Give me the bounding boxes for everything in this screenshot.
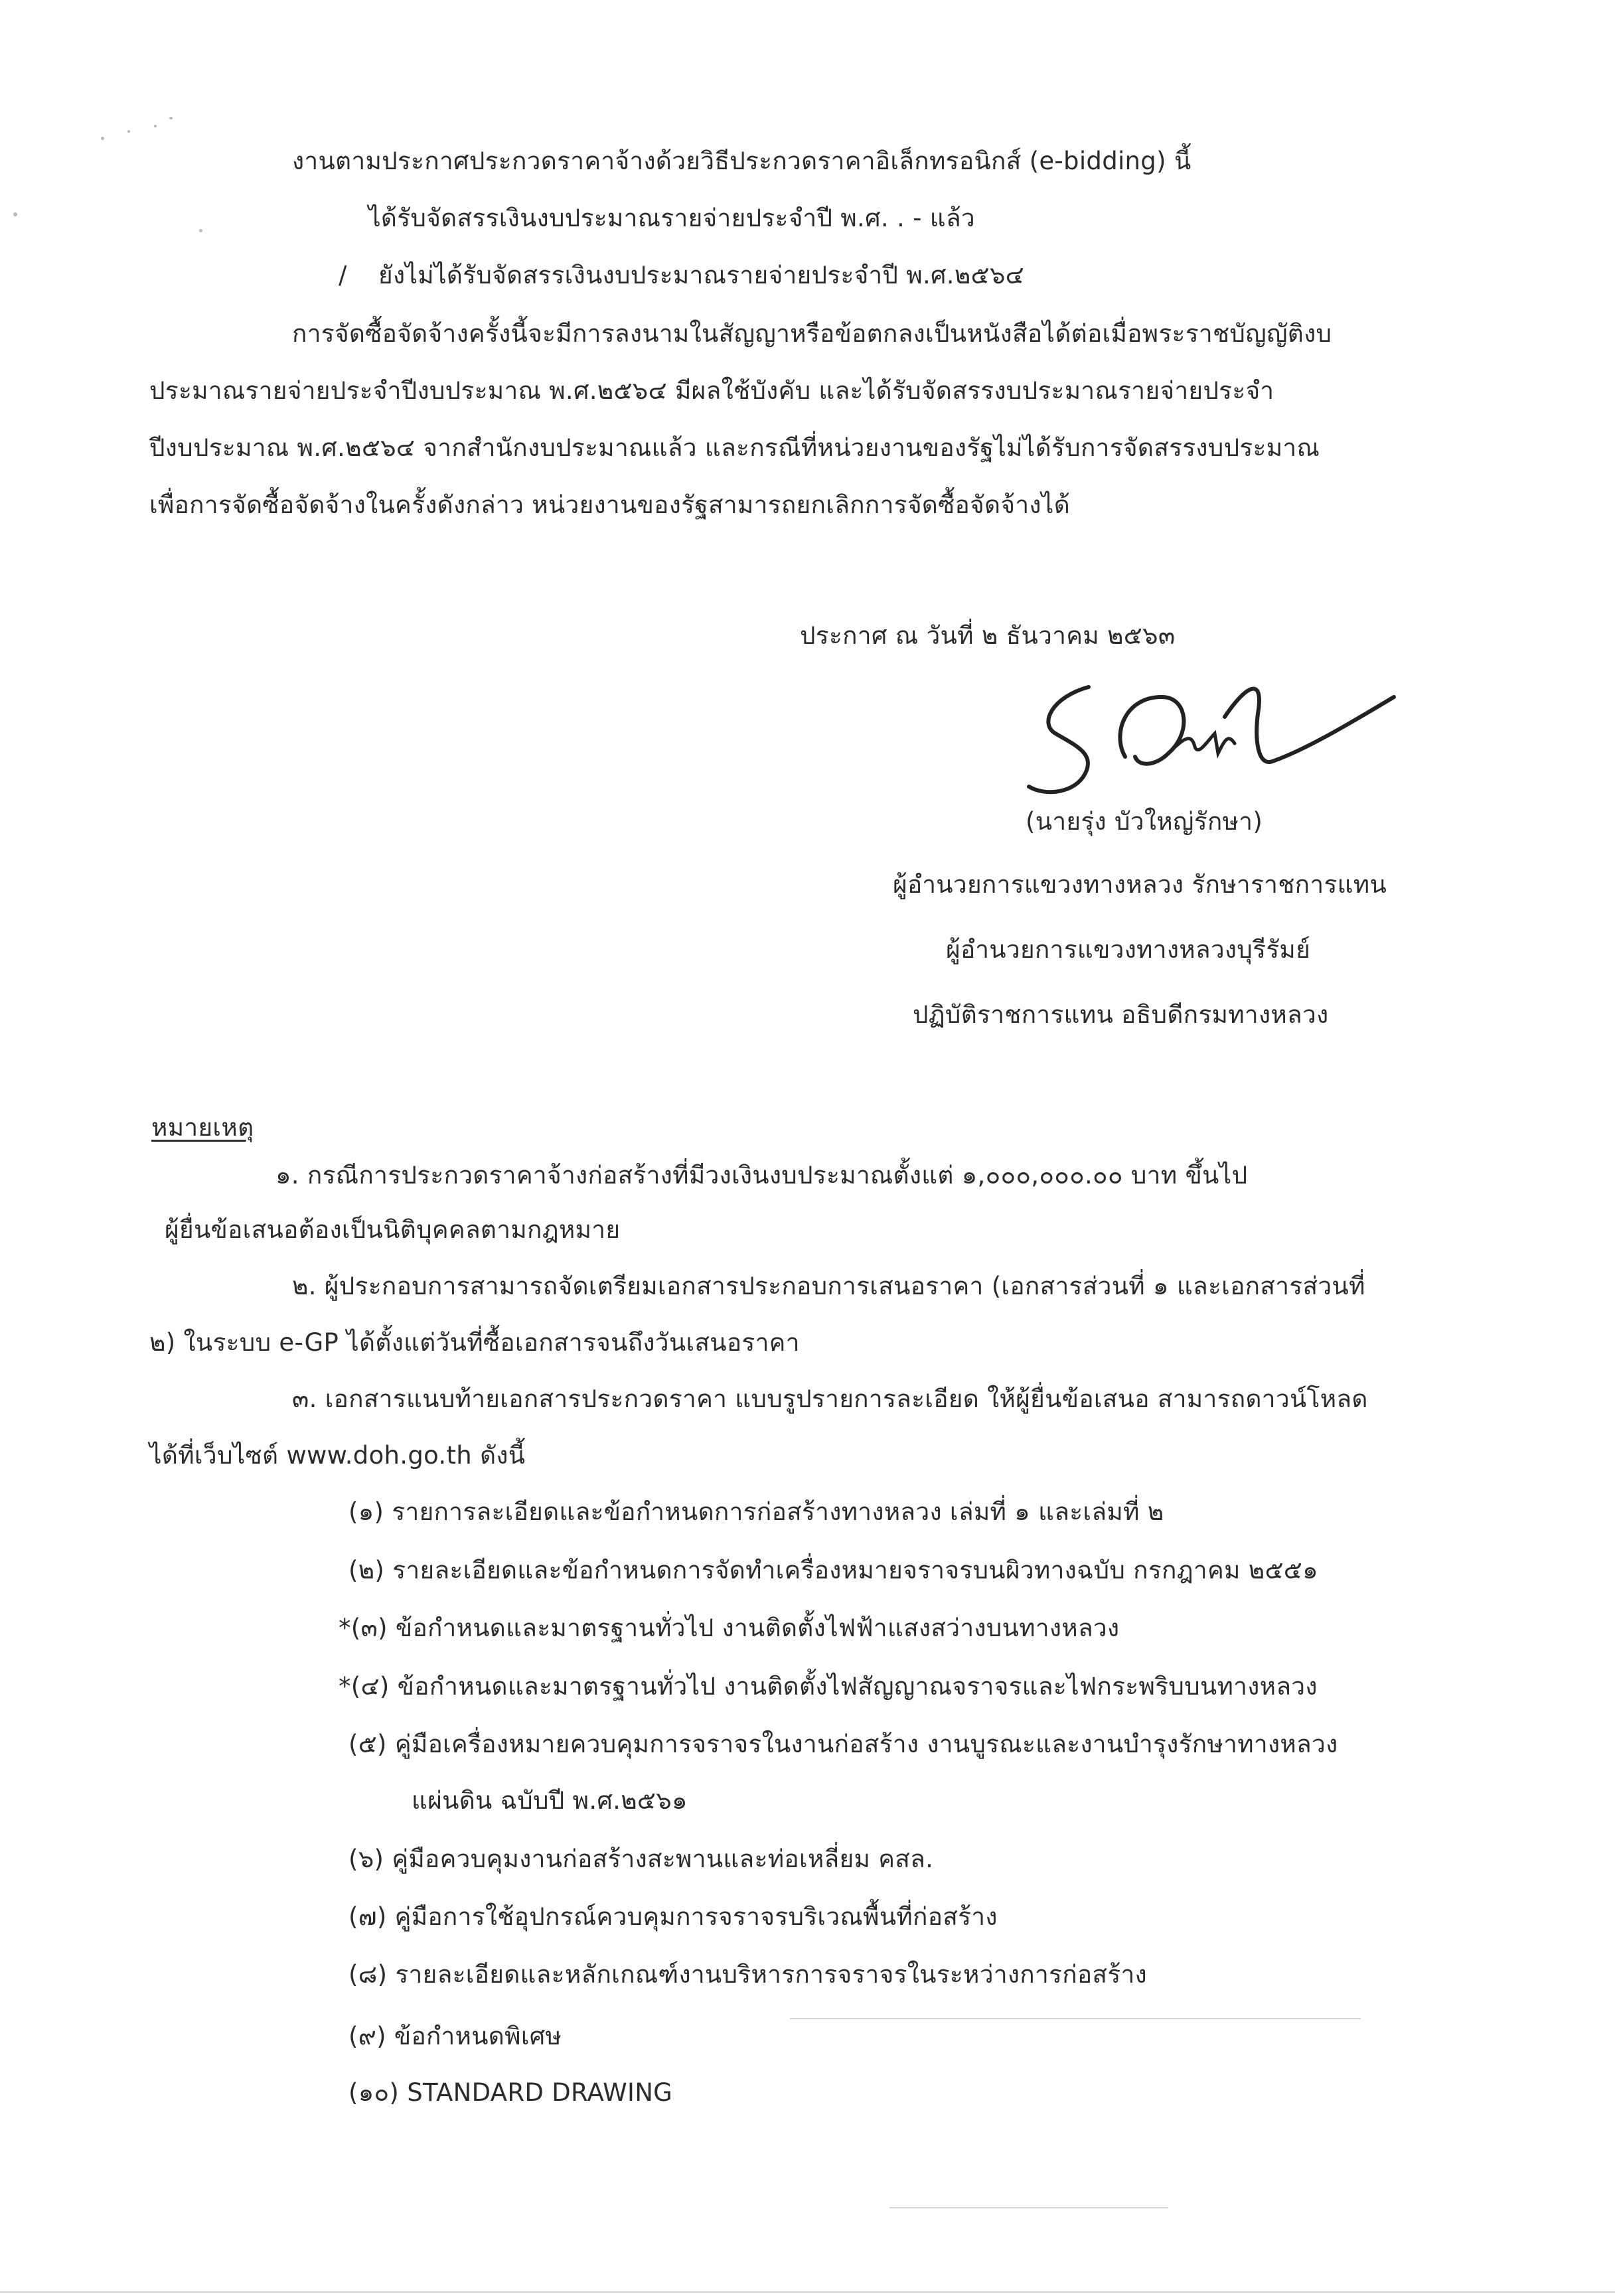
scan-speck <box>169 117 173 119</box>
attachment-item: (๒) รายละเอียดและข้อกำหนดการจัดทำเครื่องหมายจราจรบนผิวทางฉบับ กรกฎาคม ๒๕๕๑ <box>348 1556 1318 1584</box>
attachment-item: *(๔) ข้อกำหนดและมาตรฐานทั่วไป งานติดตั้งไฟสัญญาณจราจรและไฟกระพริบบนทางหลวง <box>339 1672 1318 1701</box>
attachment-item-continued: แผ่นดิน ฉบับปี พ.ศ.๒๕๖๑ <box>412 1786 688 1815</box>
attachment-item: (๗) คู่มือการใช้อุปกรณ์ควบคุมการจราจรบริเวณพื้นที่ก่อสร้าง <box>348 1902 998 1931</box>
signature-image <box>1026 660 1397 803</box>
attachment-item: (๑) รายการละเอียดและข้อกำหนดการก่อสร้างทางหลวง เล่มที่ ๑ และเล่มที่ ๒ <box>348 1497 1164 1526</box>
paragraph-line: ปีงบประมาณ พ.ศ.๒๕๖๔ จากสำนักงบประมาณแล้ว และกรณีที่หน่วยงานของรัฐไม่ได้รับการจัดสรรงบประมาณ <box>149 433 1320 462</box>
paragraph-line: เพื่อการจัดซื้อจัดจ้างในครั้งดังกล่าว หน่วยงานของรัฐสามารถยกเลิกการจัดซื้อจัดจ้างได้ <box>149 491 1071 519</box>
scan-speck <box>199 229 202 232</box>
note-line: ๑. กรณีการประกวดราคาจ้างก่อสร้างที่มีวงเงินงบประมาณตั้งแต่ ๑,๐๐๐,๐๐๐.๐๐ บาท ขึ้นไป <box>275 1161 1248 1189</box>
scan-artifact-line <box>889 2207 1168 2208</box>
signatory-position: ปฏิบัติราชการแทน อธิบดีกรมทางหลวง <box>913 1000 1329 1029</box>
checkbox-mark: / <box>339 261 347 289</box>
announcement-date: ประกาศ ณ วันที่ ๒ ธันวาคม ๒๕๖๓ <box>800 621 1176 650</box>
note-line: ได้ที่เว็บไซต์ www.doh.go.th ดังนี้ <box>149 1441 526 1470</box>
attachment-item: (๙) ข้อกำหนดพิเศษ <box>348 2022 562 2050</box>
intro-line: งานตามประกาศประกวดราคาจ้างด้วยวิธีประกวดราคาอิเล็กทรอนิกส์ (e-bidding) นี้ <box>292 147 1192 175</box>
signatory-name: (นายรุ่ง บัวใหญ่รักษา) <box>1026 807 1263 836</box>
scan-speck <box>154 125 157 127</box>
attachment-item: (๑๐) STANDARD DRAWING <box>348 2078 673 2107</box>
note-line: ๒) ในระบบ e-GP ได้ตั้งแต่วันที่ซื้อเอกสารจนถึงวันเสนอราคา <box>149 1328 800 1357</box>
scan-artifact-line <box>790 2018 1361 2019</box>
attachment-item: (๕) คู่มือเครื่องหมายควบคุมการจราจรในงานก่อสร้าง งานบูรณะและงานบำรุงรักษาทางหลวง <box>348 1730 1338 1758</box>
scan-artifact-line <box>0 2291 1615 2293</box>
note-line: ๓. เอกสารแนบท้ายเอกสารประกวดราคา แบบรูปรายการละเอียด ให้ผู้ยื่นข้อเสนอ สามารถดาวน์โหลด <box>292 1385 1368 1413</box>
notes-heading: หมายเหตุ <box>151 1113 254 1142</box>
paragraph-line: การจัดซื้อจัดจ้างครั้งนี้จะมีการลงนามในสัญญาหรือข้อตกลงเป็นหนังสือได้ต่อเมื่อพระราชบัญญัติงบ <box>292 319 1332 348</box>
note-line: ๒. ผู้ประกอบการสามารถจัดเตรียมเอกสารประกอบการเสนอราคา (เอกสารส่วนที่ ๑ และเอกสารส่วนที่ <box>292 1272 1365 1300</box>
signatory-position: ผู้อำนวยการแขวงทางหลวงบุรีรัมย์ <box>946 935 1311 964</box>
scan-speck <box>127 130 130 133</box>
attachment-item: (๘) รายละเอียดและหลักเกณฑ์งานบริหารการจราจรในระหว่างการก่อสร้าง <box>348 1960 1147 1989</box>
scan-speck <box>13 212 17 216</box>
budget-option-not-allocated: ยังไม่ได้รับจัดสรรเงินงบประมาณรายจ่ายประจำปี พ.ศ.๒๕๖๔ <box>378 261 1024 289</box>
budget-option-allocated: ได้รับจัดสรรเงินงบประมาณรายจ่ายประจำปี พ.ศ. . - แล้ว <box>368 204 976 232</box>
attachment-item: (๖) คู่มือควบคุมงานก่อสร้างสะพานและท่อเหลี่ยม คสล. <box>348 1845 934 1873</box>
paragraph-line: ประมาณรายจ่ายประจำปีงบประมาณ พ.ศ.๒๕๖๔ มีผลใช้บังคับ และได้รับจัดสรรงบประมาณรายจ่ายประจำ <box>149 376 1274 405</box>
note-line: ผู้ยื่นข้อเสนอต้องเป็นนิติบุคคลตามกฎหมาย <box>165 1215 621 1244</box>
scan-speck <box>101 137 104 140</box>
attachment-item: *(๓) ข้อกำหนดและมาตรฐานทั่วไป งานติดตั้งไฟฟ้าแสงสว่างบนทางหลวง <box>339 1614 1120 1642</box>
signatory-position: ผู้อำนวยการแขวงทางหลวง รักษาราชการแทน <box>893 870 1387 899</box>
